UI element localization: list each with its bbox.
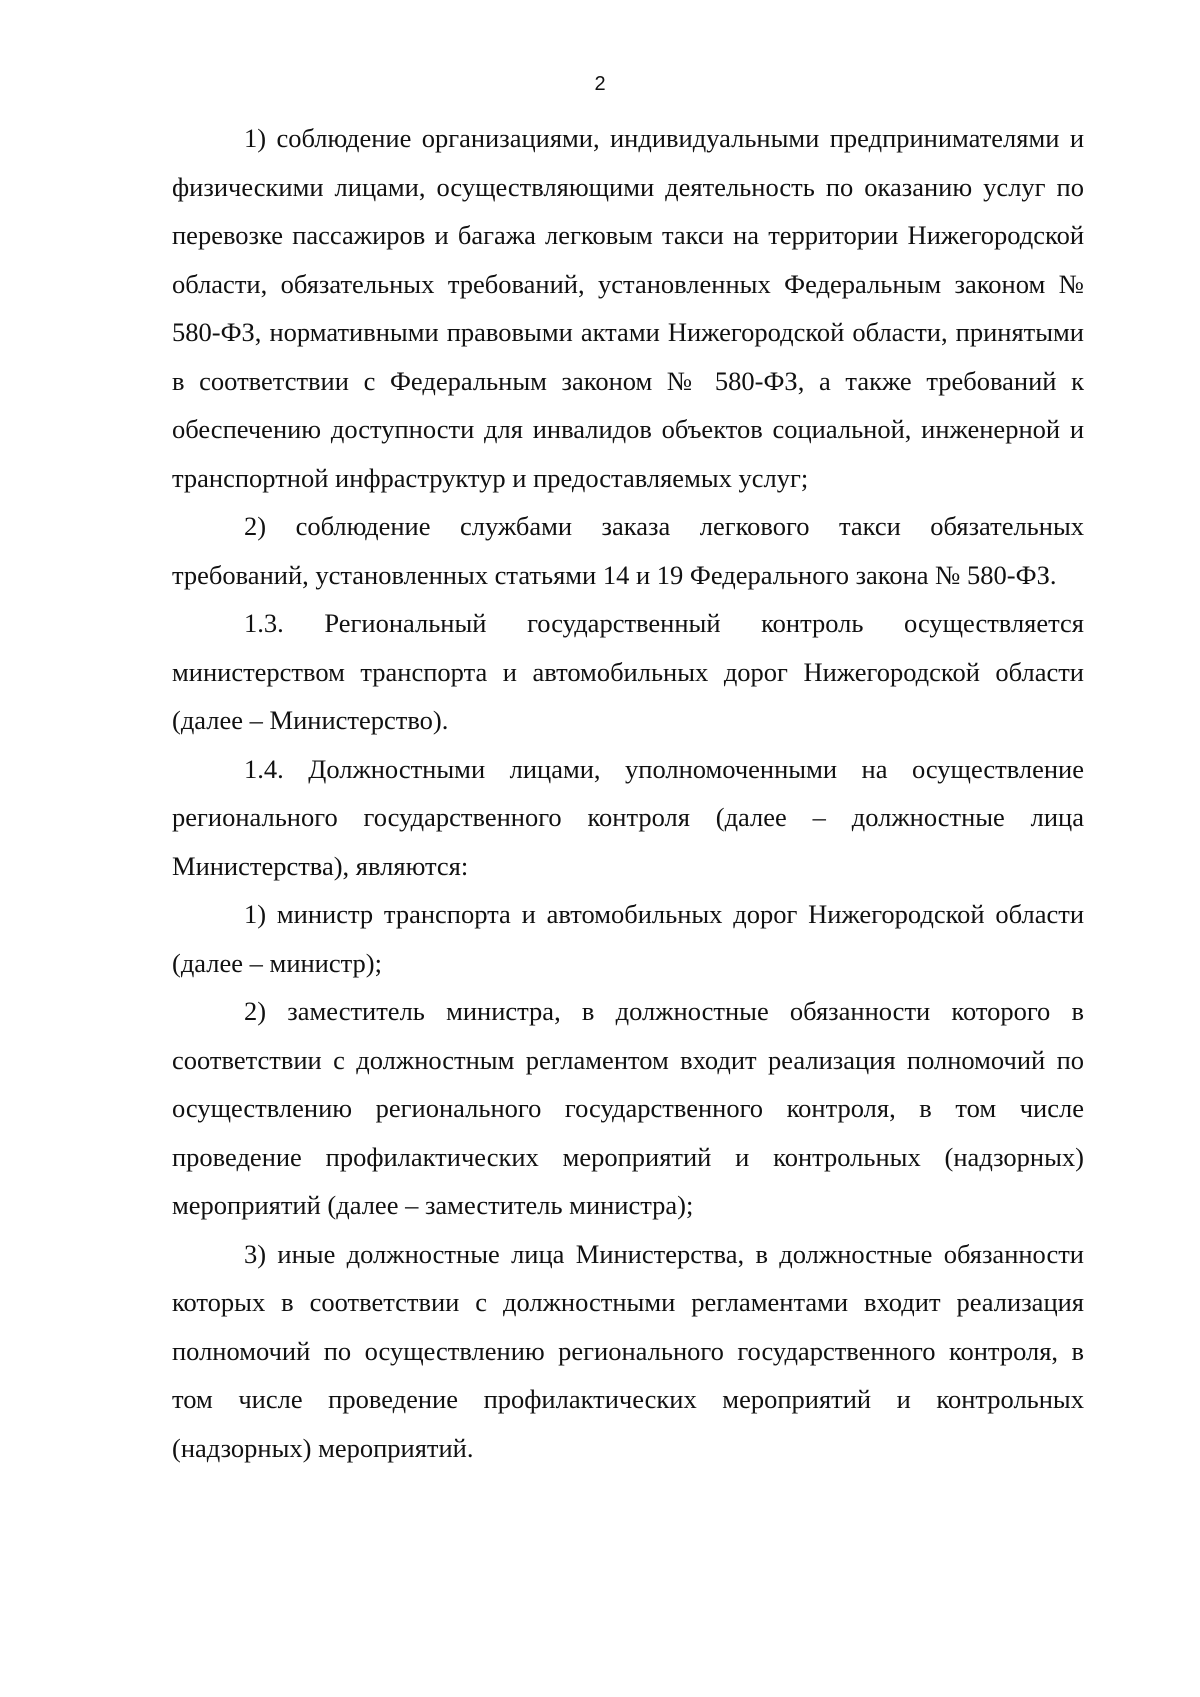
paragraph-1-4: 1.4. Должностными лицами, уполномоченными на осуществление регионального государственного контроля (далее – должностные лица Министерства), являются: <box>172 753 1084 881</box>
paragraph-1-3: 1.3. Региональный государственный контроль осуществляется министерством транспорта и автомобильных дорог Нижегородской области (далее – Министерство). <box>172 608 1084 735</box>
page-number: 2 <box>594 73 606 95</box>
document-body <box>172 114 1084 1472</box>
paragraph-item-1: 1) соблюдение организациями, индивидуальными предпринимателями и физическими лицами, осуществляющими деятельность по оказанию услуг по перевозке пассажиров и багажа легковым такси на территории Нижегородской области, обязательных требований, установленных Федеральным законом № 580-ФЗ, нормативными правовыми актами Нижегородской области, принятыми в соответствии с Федеральным законом № 580-ФЗ, а также требований к обеспечению доступности для инвалидов объектов социальной, инженерной и транспортной инфраструктур и предоставляемых услуг; <box>172 123 1084 493</box>
paragraph-official-1: 1) министр транспорта и автомобильных дорог Нижегородской области (далее – министр); <box>172 899 1084 978</box>
paragraph-item-2: 2) соблюдение службами заказа легкового такси обязательных требований, установленных статьями 14 и 19 Федерального закона № 580-ФЗ. <box>172 511 1084 590</box>
paragraph-official-3: 3) иные должностные лица Министерства, в должностные обязанности которых в соответствии с должностными регламентами входит реализация полномочий по осуществлению регионального государственного контроля, в том числе проведение профилактических мероприятий и контрольных (надзорных) мероприятий. <box>172 1238 1084 1463</box>
paragraph-official-2: 2) заместитель министра, в должностные обязанности которого в соответствии с должностным регламентом входит реализация полномочий по осуществлению регионального государственного контроля, в том числе проведение профилактических мероприятий и контрольных (надзорных) мероприятий (далее – заместитель министра); <box>172 996 1084 1220</box>
